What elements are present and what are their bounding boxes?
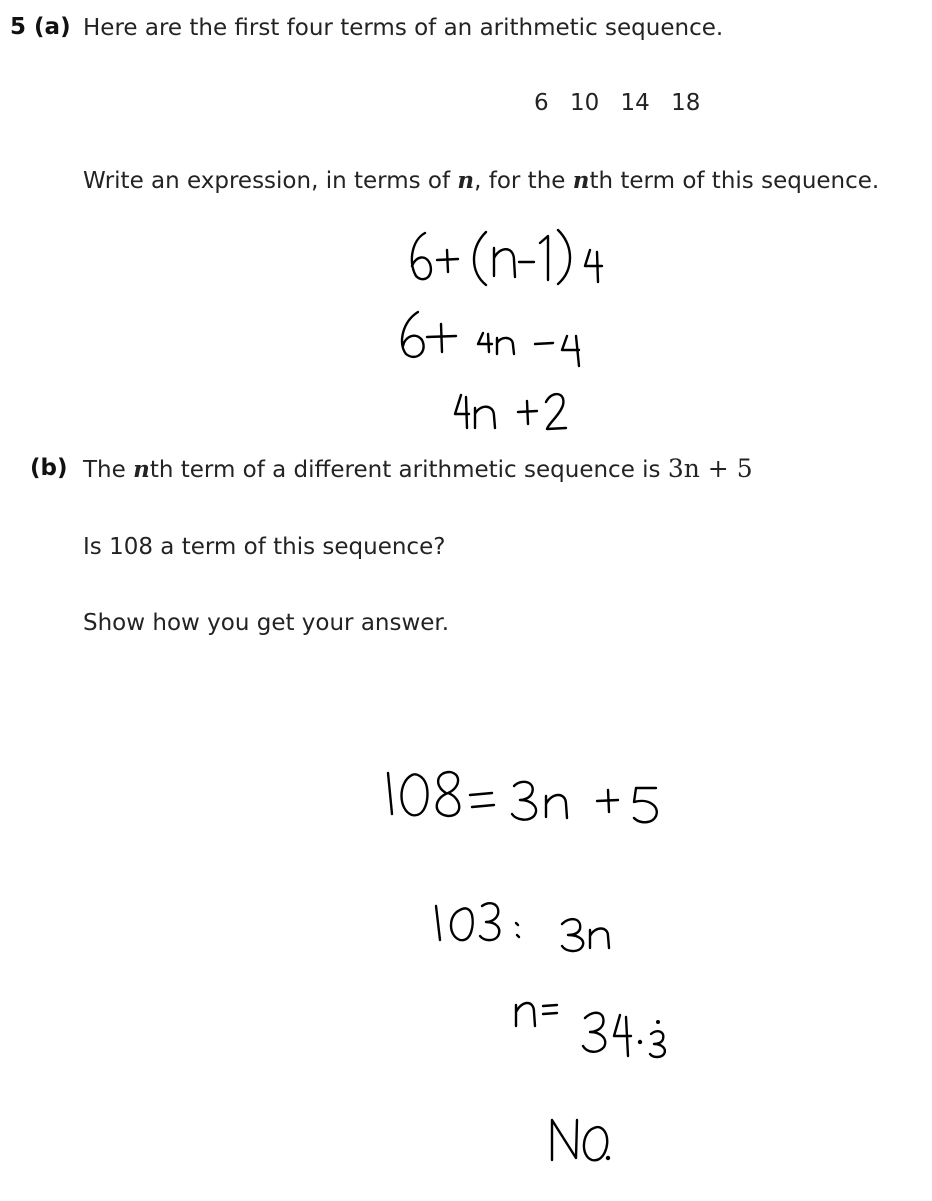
sequence-term: 6 — [534, 90, 549, 116]
variable-n: n — [457, 167, 475, 194]
handwritten-line-4 — [388, 772, 657, 822]
part-b-label: (b) — [30, 455, 68, 481]
nth-term-expression: 3n + 5 — [667, 454, 753, 483]
prompt-text: th term of this sequence. — [589, 168, 880, 194]
handwritten-line-3 — [455, 394, 566, 429]
sequence-term: 10 — [569, 90, 600, 116]
variable-n: n — [572, 167, 590, 194]
handwritten-line-5 — [436, 903, 609, 951]
part-b-statement — [83, 455, 753, 484]
part-b-instruction: Show how you get your answer. — [83, 610, 450, 636]
handwritten-line-2 — [402, 312, 579, 366]
prompt-text: , for the — [474, 168, 573, 194]
prompt-text: Write an expression, in terms of — [83, 168, 458, 194]
part-a-label: (a) — [34, 14, 71, 40]
handwritten-line-6 — [516, 1003, 665, 1057]
statement-text: th term of a different arithmetic sequence is — [149, 457, 668, 483]
sequence-term: 14 — [620, 90, 650, 116]
part-b-question: Is 108 a term of this sequence? — [83, 534, 446, 560]
statement-text: The — [83, 457, 134, 483]
question-number — [10, 14, 71, 40]
question-number-value: 5 — [10, 14, 27, 40]
handwritten-line-7 — [552, 1120, 610, 1160]
sequence-terms — [534, 89, 714, 117]
variable-n: n — [133, 456, 150, 483]
sequence-term: 18 — [671, 90, 701, 116]
part-a-intro: Here are the first four terms of an arithmetic sequence. — [83, 15, 724, 41]
part-a-prompt — [83, 167, 879, 195]
handwritten-line-1 — [412, 230, 602, 285]
